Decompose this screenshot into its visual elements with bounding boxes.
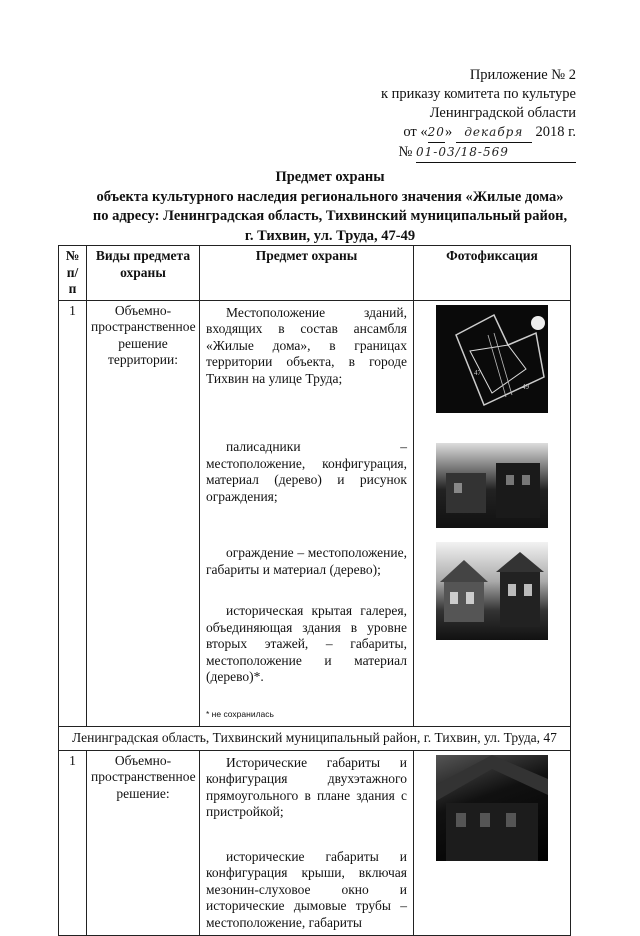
table-row [59, 300, 571, 727]
document-title [60, 168, 600, 246]
row-subject [200, 300, 414, 727]
title-line-4: г. Тихвин, ул. Труда, 47-49 [244, 227, 416, 244]
header-subject: Предмет охраны [200, 246, 414, 301]
order-number [316, 143, 576, 163]
order-number-handwritten: 01-03/18-569 [416, 143, 576, 163]
header-photo: Фотофиксация [414, 246, 571, 301]
row-subject [200, 750, 414, 936]
date-month-handwritten: декабря [456, 123, 532, 143]
table-row [59, 750, 571, 936]
plan-label-47: 47 [474, 368, 481, 377]
protection-table [58, 245, 571, 936]
subject-item: историческая крытая галерея, объединяющая здания в уровне вторых этажей, – габариты, местоположение и материал (дерево)*. [206, 603, 407, 684]
subject-item: Местоположение зданий, входящих в состав ансамбля «Жилые дома», в границах территории объекта, в городе Тихвин на улице Труда; [206, 304, 407, 386]
title-line-1: Предмет охраны [275, 169, 385, 185]
title-line-3: по адресу: Ленинградская область, Тихвинский муниципальный район, [92, 208, 568, 224]
plan-label-49: 49 [522, 382, 529, 391]
header-number: № п/п [59, 246, 87, 301]
appendix-block [316, 66, 576, 163]
title-line-2: объекта культурного наследия регионального значения «Жилые дома» [96, 188, 564, 205]
date-prefix: от « [403, 124, 428, 140]
date-day-handwritten: 20 [428, 123, 445, 143]
footnote: * не сохранилась [206, 708, 274, 719]
site-plan-image [436, 305, 548, 413]
appendix-line-1: Приложение № 2 [469, 67, 576, 83]
date-year: 2018 г. [531, 124, 576, 140]
appendix-line-3: Ленинградской области [429, 105, 576, 121]
row-number: 1 [59, 300, 87, 727]
number-prefix: № [398, 144, 416, 160]
subject-item: палисадники – местоположение, конфигурация, материал (дерево) и рисунок ограждения; [206, 439, 407, 504]
address-row [59, 727, 571, 751]
row-kind: Объемно-пространственное решение: [87, 750, 200, 936]
front-garden-photo [436, 443, 548, 528]
order-date [316, 123, 576, 143]
date-mid: » [444, 124, 456, 140]
row-photos [414, 300, 571, 727]
subject-item: исторические габариты и конфигурация крыши, включая мезонин-слуховое окно и исторические дымовые трубы – местоположение, габариты [206, 848, 407, 930]
row-kind: Объемно-пространственное решение территории: [87, 300, 200, 727]
address-cell: Ленинградская область, Тихвинский муниципальный район, г. Тихвин, ул. Труда, 47 [59, 727, 571, 751]
appendix-line-2: к приказу комитета по культуре [380, 86, 576, 102]
row-photos [414, 750, 571, 936]
building-47-photo [436, 755, 548, 861]
header-kind: Виды предмета охраны [87, 246, 200, 301]
subject-item: ограждение – местоположение, габариты и материал (дерево); [206, 545, 407, 577]
fence-gallery-photo [436, 542, 548, 640]
subject-item: Исторические габариты и конфигурация двухэтажного прямоугольного в плане здания с пристройкой; [206, 754, 407, 819]
row-number: 1 [59, 750, 87, 936]
table-header-row [59, 246, 571, 301]
